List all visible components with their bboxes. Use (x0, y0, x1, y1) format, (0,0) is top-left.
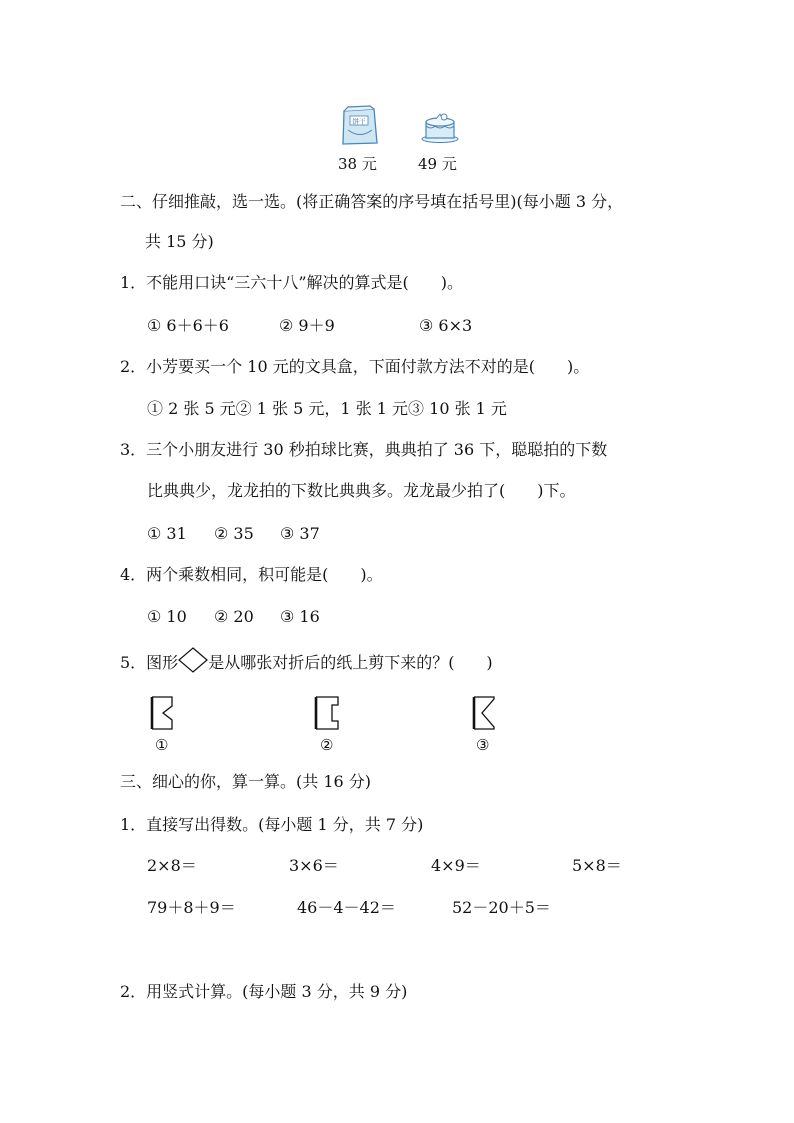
calc-item: 4×9＝ (431, 856, 481, 875)
section3-title: 三、细心的你，算一算。(共 16 分) (120, 772, 372, 791)
calc-item: 79＋8＋9＝ (147, 898, 236, 917)
section2-title-line1: 二、仔细推敲，选一选。(将正确答案的序号填在括号里)(每小题 3 分， (120, 192, 624, 211)
calc-item: 3×6＝ (289, 856, 339, 875)
question-2: 2．小芳要买一个 10 元的文具盒，下面付款方法不对的是( )。 (120, 357, 590, 376)
question-1: 1．不能用口诀“三六十八”解决的算式是( )。 (120, 273, 464, 292)
question-4-options (147, 607, 367, 627)
q5-option-1[interactable]: ① (155, 736, 169, 754)
folded-paper-2-icon (314, 695, 344, 731)
section2-title-line2: 共 15 分) (145, 232, 214, 251)
q4-option-3[interactable]: ③ 16 (280, 607, 320, 626)
diamond-shape-icon (178, 647, 208, 673)
section3-sub1: 1．直接写出得数。(每小题 1 分，共 7 分) (120, 815, 424, 834)
q4-option-2[interactable]: ② 20 (214, 607, 254, 626)
calc-item: 46－4－42＝ (297, 898, 396, 917)
q3-option-3[interactable]: ③ 37 (280, 524, 320, 543)
biscuit-bag-label: 饼干 (352, 117, 366, 126)
q5-option-2[interactable]: ② (320, 736, 334, 754)
q3-option-1[interactable]: ① 31 (147, 524, 187, 543)
calc-row-2 (147, 898, 667, 918)
biscuit-bag (340, 105, 380, 147)
question-3-options (147, 524, 367, 544)
question-1-options (147, 316, 547, 336)
calc-item: 5×8＝ (572, 856, 622, 875)
q4-option-1[interactable]: ① 10 (147, 607, 187, 626)
question-3-line2: 比典典少，龙龙拍的下数比典典多。龙龙最少拍了( )下。 (147, 481, 576, 500)
q2-option-3[interactable]: ③ 10 张 1 元 (408, 399, 507, 418)
folded-paper-1-icon (150, 695, 178, 731)
question-2-options (147, 399, 507, 419)
q2-option-2[interactable]: ② 1 张 5 元，1 张 1 元 (235, 399, 409, 418)
question-5-prefix: 5．图形 (120, 653, 179, 672)
cake-icon (420, 108, 460, 144)
question-5 (120, 652, 493, 674)
q2-option-1[interactable]: ① 2 张 5 元 (147, 399, 236, 418)
q5-option-3[interactable]: ③ (476, 736, 490, 754)
calc-item: 2×8＝ (147, 856, 197, 875)
cake (420, 108, 460, 144)
q1-option-2[interactable]: ② 9＋9 (279, 316, 335, 335)
question-3-line1: 3．三个小朋友进行 30 秒拍球比赛，典典拍了 36 下，聪聪拍的下数 (120, 440, 608, 459)
calc-item: 52－20＋5＝ (452, 898, 551, 917)
q3-option-2[interactable]: ② 35 (214, 524, 254, 543)
folded-paper-3-icon (472, 695, 500, 731)
q1-option-1[interactable]: ① 6＋6＋6 (147, 316, 229, 335)
biscuit-bag-icon (340, 105, 380, 147)
question-4: 4．两个乘数相同，积可能是( )。 (120, 565, 383, 584)
cake-price: 49 元 (418, 155, 457, 173)
q1-option-3[interactable]: ③ 6×3 (419, 316, 473, 335)
question-5-suffix: 是从哪张对折后的纸上剪下来的？( ) (208, 653, 493, 672)
biscuit-price: 38 元 (338, 155, 377, 173)
section3-sub2: 2．用竖式计算。(每小题 3 分，共 9 分) (120, 982, 408, 1001)
calc-row-1 (147, 856, 667, 876)
